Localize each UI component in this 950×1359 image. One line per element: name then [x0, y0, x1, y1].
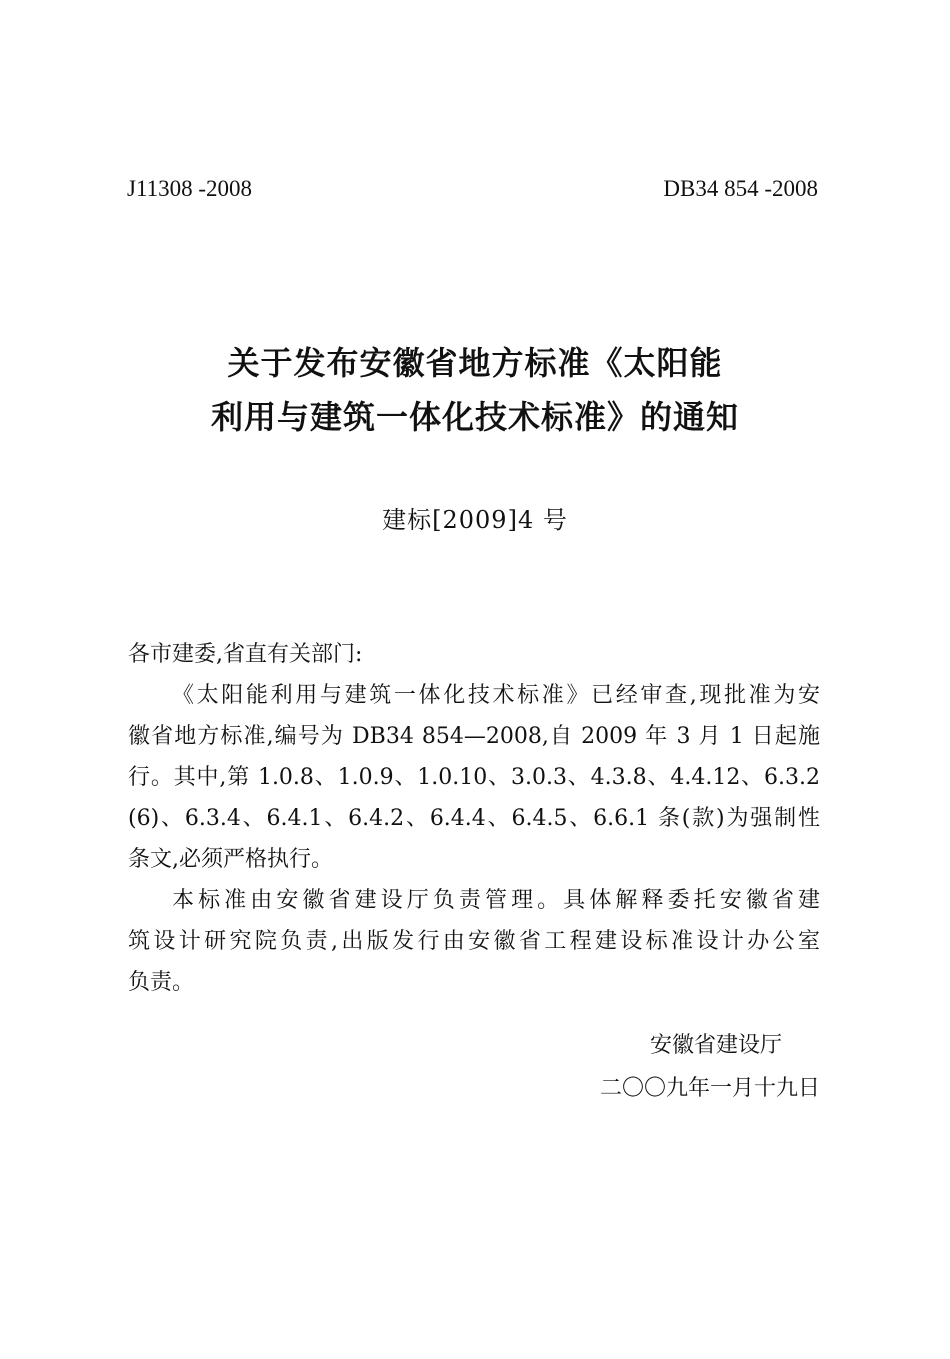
paragraph-line: 《太阳能利用与建筑一体化技术标准》已经审查,现批准为安 [172, 683, 820, 708]
paragraph-management [128, 880, 820, 1003]
paragraph-line: 行。其中,第 1.0.8、1.0.9、1.0.10、3.0.3、4.3.8、4.4.12、6.3.2 [128, 765, 820, 790]
paragraph-line: 本标准由安徽省建设厅负责管理。具体解释委托安徽省建 [172, 888, 820, 913]
paragraph-line: 徽省地方标准,编号为 DB34 854—2008,自 2009 年 3 月 1 日起施 [128, 724, 820, 749]
document-number: 建标[2009]4 号 [382, 506, 568, 534]
issue-date: 二〇〇九年一月十九日 [599, 1076, 820, 1101]
notice-title-line-2: 利用与建筑一体化技术标准》的通知 [210, 398, 739, 436]
paragraph-approval [128, 675, 820, 880]
standard-code-left: J11308 -2008 [127, 176, 253, 201]
paragraph-line: 负责。 [128, 970, 195, 995]
paragraph-line: 筑设计研究院负责,出版发行由安徽省工程建设标准设计办公室 [128, 929, 820, 954]
notice-title [0, 336, 950, 444]
paragraph-line: 条文,必须严格执行。 [128, 847, 333, 872]
paragraph-line: (6)、6.3.4、6.4.1、6.4.2、6.4.4、6.4.5、6.6.1 条(款)为强制性 [128, 806, 820, 831]
notice-body [128, 634, 820, 1003]
issuing-organization: 安徽省建设厅 [649, 1033, 782, 1058]
salutation: 各市建委,省直有关部门: [128, 642, 363, 667]
notice-title-line-1: 关于发布安徽省地方标准《太阳能 [227, 344, 723, 382]
signature-block [600, 1024, 820, 1110]
standard-code-right: DB34 854 -2008 [663, 176, 818, 201]
